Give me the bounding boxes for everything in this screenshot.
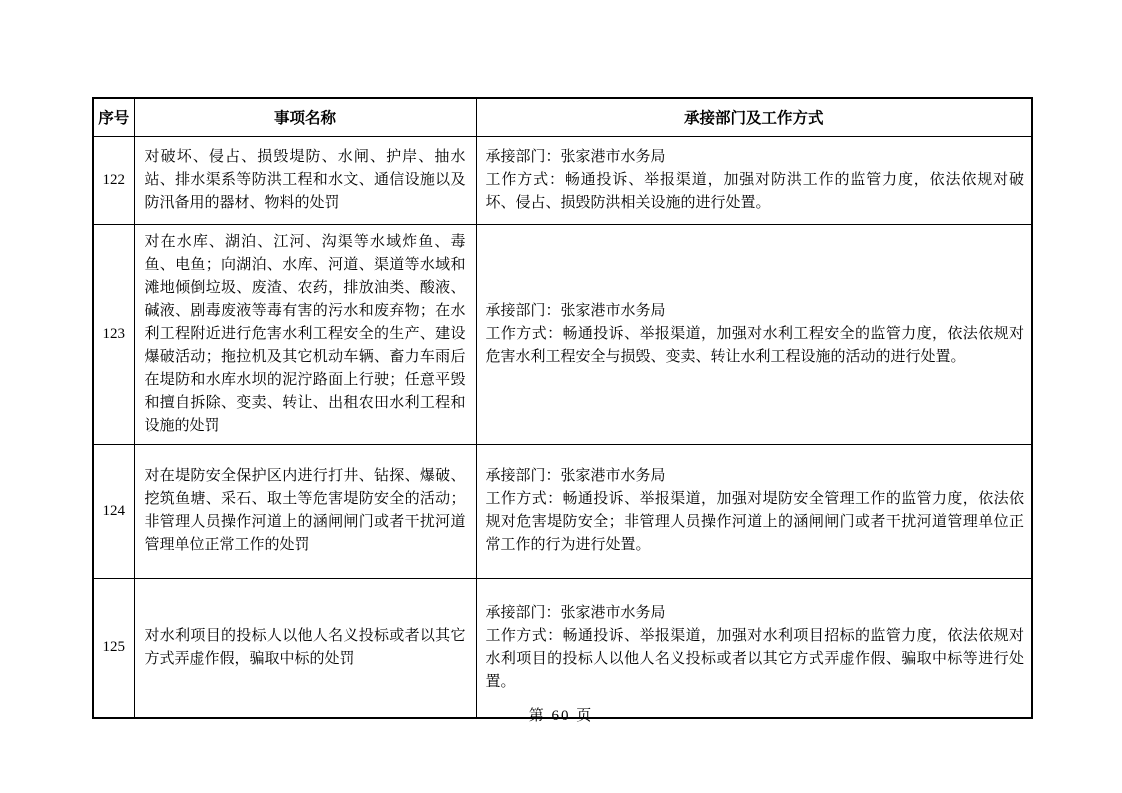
header-dept-and-method: 承接部门及工作方式 xyxy=(476,98,1032,136)
row-serial-number: 124 xyxy=(93,444,134,578)
dept-line: 承接部门：张家港市水务局 xyxy=(485,604,666,621)
dept-method-cell xyxy=(476,136,1032,224)
row-serial-number: 122 xyxy=(93,136,134,224)
item-name-cell: 对破坏、侵占、损毁堤防、水闸、护岸、抽水站、排水渠系等防洪工程和水文、通信设施以及防汛备用的器材、物料的处罚 xyxy=(134,136,476,224)
dept-line: 承接部门：张家港市水务局 xyxy=(485,148,666,165)
method-line: 工作方式：畅通投诉、举报渠道，加强对水利工程安全的监管力度，依法依规对危害水利工程安全与损毁、变卖、转让水利工程设施的活动的进行处置。 xyxy=(485,325,1024,365)
table-row xyxy=(93,136,1032,224)
method-line: 工作方式：畅通投诉、举报渠道，加强对堤防安全管理工作的监管力度，依法依规对危害堤防安全；非管理人员操作河道上的涵闸闸门或者干扰河道管理单位正常工作的行为进行处置。 xyxy=(485,491,1024,553)
item-name-cell: 对水利项目的投标人以他人名义投标或者以其它方式弄虚作假，骗取中标的处罚 xyxy=(134,578,476,718)
header-item-name: 事项名称 xyxy=(134,98,476,136)
dept-method-cell xyxy=(476,224,1032,444)
row-serial-number: 123 xyxy=(93,224,134,444)
dept-line: 承接部门：张家港市水务局 xyxy=(485,302,666,319)
dept-line: 承接部门：张家港市水务局 xyxy=(485,468,666,484)
item-name-cell: 对在堤防安全保护区内进行打井、钻探、爆破、挖筑鱼塘、采石、取土等危害堤防安全的活动；非管理人员操作河道上的涵闸闸门或者干扰河道管理单位正常工作的处罚 xyxy=(134,444,476,578)
row-serial-number: 125 xyxy=(93,578,134,718)
table-row xyxy=(93,444,1032,578)
dept-method-cell xyxy=(476,444,1032,578)
table-header-row xyxy=(93,98,1032,136)
method-line: 工作方式：畅通投诉、举报渠道，加强对防洪工作的监管力度，依法依规对破坏、侵占、损毁防洪相关设施的进行处置。 xyxy=(485,171,1024,211)
method-line: 工作方式：畅通投诉、举报渠道，加强对水利项目招标的监管力度，依法依规对水利项目的投标人以他人名义投标或者以其它方式弄虚作假、骗取中标等进行处置。 xyxy=(485,627,1024,690)
table-row xyxy=(93,224,1032,444)
header-serial-number: 序号 xyxy=(93,98,134,136)
table-row xyxy=(93,578,1032,718)
items-table xyxy=(92,97,1033,719)
dept-method-cell xyxy=(476,578,1032,718)
item-name-cell: 对在水库、湖泊、江河、沟渠等水域炸鱼、毒鱼、电鱼；向湖泊、水库、河道、渠道等水域和滩地倾倒垃圾、废渣、农药，排放油类、酸液、碱液、剧毒废液等毒有害的污水和废弃物；在水利工程附近进行危害水利工程安全的生产、建设爆破活动；拖拉机及其它机动车辆、畜力车雨后在堤防和水库水坝的泥泞路面上行驶；任意平毁和擅自拆除、变卖、转让、出租农田水利工程和设施的处罚 xyxy=(134,224,476,444)
page-number: 第 60 页 xyxy=(528,708,594,724)
